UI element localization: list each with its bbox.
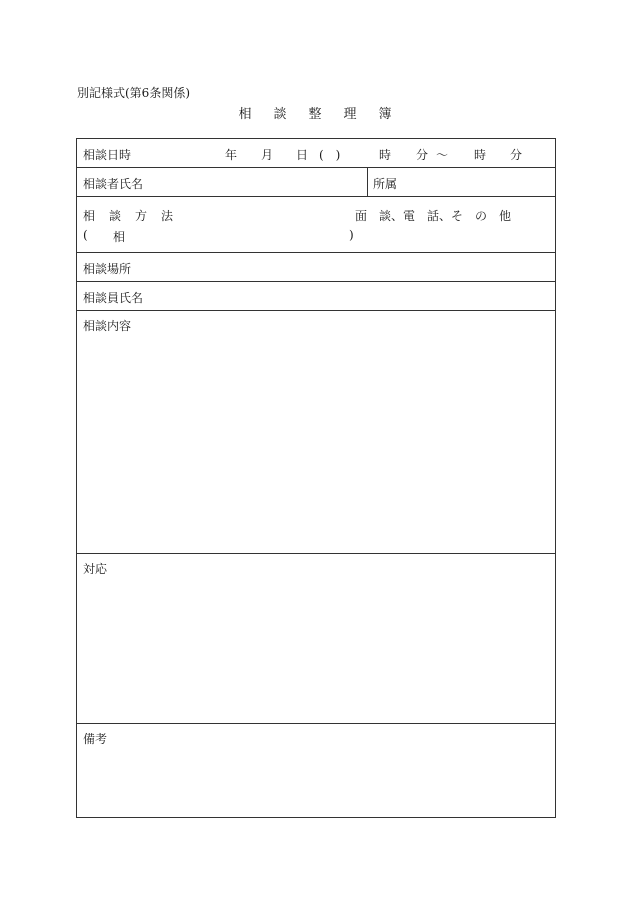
content-row bbox=[77, 311, 555, 554]
place-row bbox=[77, 253, 555, 282]
year-label: 年 bbox=[225, 148, 238, 162]
affiliation-label: 所属 bbox=[373, 177, 398, 191]
remarks-label: 備考 bbox=[83, 732, 108, 746]
title-char: 談 bbox=[273, 107, 287, 122]
month-label: 月 bbox=[261, 148, 274, 162]
consultation-form-table bbox=[76, 138, 556, 818]
method-options: 面 談、電 話、そ の 他 bbox=[355, 209, 512, 223]
response-label: 対応 bbox=[83, 562, 108, 576]
weekday-paren: ( ) bbox=[319, 148, 341, 162]
hour-label-start: 時 bbox=[379, 148, 392, 162]
method-paren-open: ( bbox=[83, 228, 88, 242]
staff-name-label: 相談員氏名 bbox=[83, 291, 144, 305]
remarks-row bbox=[77, 724, 555, 817]
minute-label-end: 分 bbox=[510, 148, 523, 162]
method-row bbox=[77, 197, 555, 253]
title-char: 相 bbox=[238, 107, 252, 122]
consultee-name-label: 相談者氏名 bbox=[83, 177, 144, 191]
form-reference: 別記様式(第6条関係) bbox=[77, 86, 190, 100]
datetime-row bbox=[77, 139, 555, 168]
method-label-char: 法 bbox=[161, 209, 174, 223]
method-label bbox=[83, 207, 173, 224]
method-label-char: 方 bbox=[135, 209, 148, 223]
staff-row bbox=[77, 282, 555, 311]
column-divider bbox=[367, 168, 368, 196]
hour-label-end: 時 bbox=[474, 148, 487, 162]
title-char: 理 bbox=[343, 107, 357, 122]
consultation-content-label: 相談内容 bbox=[83, 319, 132, 333]
method-label-char: 相 bbox=[83, 209, 96, 223]
consultee-row bbox=[77, 168, 555, 197]
title-char: 簿 bbox=[378, 107, 392, 122]
range-tilde: 〜 bbox=[436, 148, 449, 162]
minute-label-start: 分 bbox=[416, 148, 429, 162]
response-row bbox=[77, 554, 555, 724]
document-title bbox=[0, 103, 630, 122]
method-paren-text: 相 bbox=[113, 230, 126, 244]
method-paren-close: ) bbox=[349, 228, 354, 242]
method-label-char: 談 bbox=[109, 209, 122, 223]
consultation-place-label: 相談場所 bbox=[83, 262, 132, 276]
title-char: 整 bbox=[308, 107, 322, 122]
day-label: 日 bbox=[296, 148, 309, 162]
datetime-label: 相談日時 bbox=[83, 148, 132, 162]
